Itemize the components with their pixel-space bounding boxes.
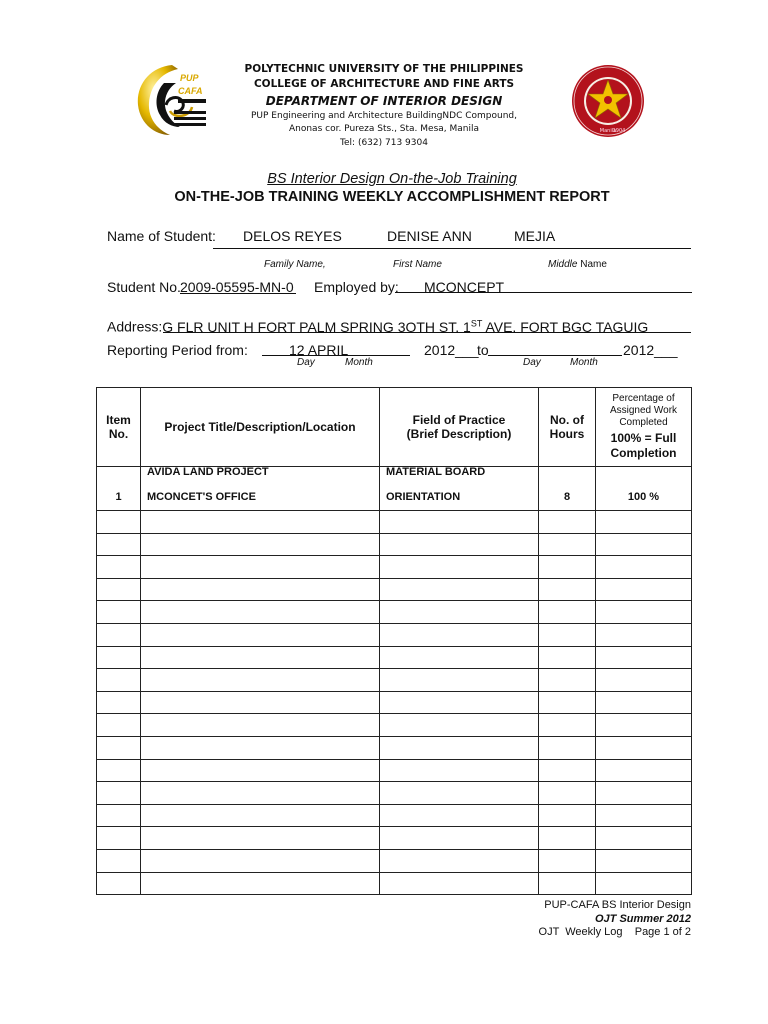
percentage-caption: Percentage of Assigned Work Completed <box>609 393 678 428</box>
table-cell <box>596 601 692 624</box>
table-cell <box>380 849 539 872</box>
employer-value: MCONCEPT <box>424 279 505 295</box>
table-cell <box>97 782 141 805</box>
employer-underline <box>395 292 692 293</box>
table-cell <box>539 759 596 782</box>
table-cell <box>539 827 596 850</box>
table-cell <box>97 511 141 534</box>
address-line-2: Anonas cor. Pureza Sts., Sta. Mesa, Manila <box>288 124 480 134</box>
table-cell <box>141 511 380 534</box>
table-cell <box>141 872 380 895</box>
table-cell <box>380 669 539 692</box>
table-cell <box>539 714 596 737</box>
name-label: Name of Student: <box>107 228 216 244</box>
table-cell <box>380 646 539 669</box>
table-cell <box>596 623 692 646</box>
table-cell <box>141 691 380 714</box>
table-cell <box>380 827 539 850</box>
table-cell <box>596 759 692 782</box>
table-row <box>97 669 692 692</box>
day-caption-1: Day <box>297 357 315 368</box>
table-cell <box>596 849 692 872</box>
table-cell <box>380 782 539 805</box>
field-cell: MATERIAL BOARD ORIENTATION <box>380 467 539 511</box>
department-name: DEPARTMENT OF INTERIOR DESIGN <box>265 94 503 108</box>
table-cell <box>596 669 692 692</box>
period-to-underline <box>488 355 622 356</box>
table-cell <box>380 804 539 827</box>
letterhead <box>0 62 768 151</box>
day-caption-2: Day <box>523 357 541 368</box>
table-cell <box>539 556 596 579</box>
percentage-cell: 100 % <box>596 467 692 511</box>
table-cell <box>380 623 539 646</box>
table-row <box>97 872 692 895</box>
svg-text:CAFA: CAFA <box>178 86 203 96</box>
form-title: ON-THE-JOB TRAINING WEEKLY ACCOMPLISHMENT REPORT <box>174 189 610 205</box>
address-value: G FLR UNIT H FORT PALM SPRING 3OTH ST. 1ST AVE. FORT BGC TAGUIG <box>162 318 649 335</box>
table-cell <box>141 849 380 872</box>
table-cell <box>596 646 692 669</box>
table-cell <box>97 714 141 737</box>
table-row <box>97 578 692 601</box>
table-cell <box>539 849 596 872</box>
table-row <box>97 736 692 759</box>
college-name: COLLEGE OF ARCHITECTURE AND FINE ARTS <box>253 78 515 90</box>
period-from-underline <box>262 355 410 356</box>
footer-page: OJT Weekly Log Page 1 of 2 <box>538 926 691 938</box>
month-caption-2: Month <box>570 357 598 368</box>
table-cell <box>539 646 596 669</box>
header-item-no: Item No. <box>97 388 141 467</box>
svg-text:1904: 1904 <box>612 128 626 134</box>
month-caption-1: Month <box>345 357 373 368</box>
table-cell <box>596 872 692 895</box>
student-no-label: Student No. <box>107 279 181 295</box>
page-footer <box>539 899 691 940</box>
table-cell <box>97 691 141 714</box>
table-cell <box>97 736 141 759</box>
table-cell <box>596 782 692 805</box>
table-cell <box>141 759 380 782</box>
address-line-1: PUP Engineering and Architecture BuildingNDC Compound, <box>251 111 517 121</box>
item-no-cell: 1 <box>97 467 141 511</box>
svg-text:PUP: PUP <box>180 73 199 83</box>
middle-name-value: MEJIA <box>514 228 556 244</box>
table-row <box>97 533 692 556</box>
employed-by-label: Employed by: <box>314 279 399 295</box>
table-row <box>97 601 692 624</box>
table-cell <box>380 578 539 601</box>
table-cell <box>97 623 141 646</box>
table-cell <box>380 736 539 759</box>
table-cell <box>596 533 692 556</box>
svg-text:Manila: Manila <box>599 128 617 134</box>
table-row <box>97 827 692 850</box>
period-year-2: 2012___ <box>623 342 678 358</box>
header-percentage <box>596 388 692 467</box>
address-underline <box>163 332 691 333</box>
hours-cell: 8 <box>539 467 596 511</box>
university-name: POLYTECHNIC UNIVERSITY OF THE PHILIPPINES <box>244 63 524 75</box>
table-row <box>97 691 692 714</box>
table-cell <box>97 601 141 624</box>
table-header-row <box>97 388 692 467</box>
table-cell <box>141 714 380 737</box>
table-row <box>97 804 692 827</box>
table-cell <box>97 849 141 872</box>
project-cell: AVIDA LAND PROJECT MCONCET'S OFFICE <box>141 467 380 511</box>
table-cell <box>539 669 596 692</box>
header-field: Field of Practice (Brief Description) <box>380 388 539 467</box>
table-cell <box>97 669 141 692</box>
footer-program: PUP-CAFA BS Interior Design <box>544 899 691 911</box>
table-row <box>97 556 692 579</box>
footer-term: OJT Summer 2012 <box>595 912 691 925</box>
student-no-underline <box>180 293 296 294</box>
table-cell <box>539 533 596 556</box>
student-no-value: 2009-05595-MN-0 <box>180 279 294 295</box>
table-row <box>97 623 692 646</box>
table-cell <box>97 872 141 895</box>
table-cell <box>141 782 380 805</box>
table-cell <box>596 714 692 737</box>
table-cell <box>97 827 141 850</box>
table-cell <box>539 691 596 714</box>
table-cell <box>97 556 141 579</box>
period-year-1: 2012___ <box>424 342 479 358</box>
table-cell <box>596 578 692 601</box>
table-cell <box>141 601 380 624</box>
table-cell <box>141 533 380 556</box>
form-subtitle: BS Interior Design On-the-Job Training <box>267 171 517 187</box>
telephone: Tel: (632) 713 9304 <box>340 138 428 148</box>
table-cell <box>380 511 539 534</box>
middle-name-caption: Middle Name <box>548 259 607 270</box>
header-project: Project Title/Description/Location <box>141 388 380 467</box>
table-cell <box>596 556 692 579</box>
period-from-value: 12 APRIL <box>289 342 349 358</box>
table-cell <box>539 578 596 601</box>
table-cell <box>380 714 539 737</box>
header-hours: No. of Hours <box>539 388 596 467</box>
table-cell <box>97 533 141 556</box>
table-cell <box>380 556 539 579</box>
table-cell <box>596 804 692 827</box>
table-cell <box>539 782 596 805</box>
table-cell <box>97 804 141 827</box>
table-row <box>97 467 692 511</box>
table-row <box>97 759 692 782</box>
family-name-caption: Family Name, <box>264 259 326 270</box>
table-cell <box>380 533 539 556</box>
table-cell <box>97 759 141 782</box>
table-row <box>97 849 692 872</box>
period-label: Reporting Period from: <box>107 342 248 358</box>
full-completion-caption: 100% = Full Completion <box>610 431 677 460</box>
table-cell <box>141 646 380 669</box>
table-cell <box>539 601 596 624</box>
table-cell <box>380 759 539 782</box>
table-cell <box>141 578 380 601</box>
table-cell <box>97 646 141 669</box>
table-cell <box>141 623 380 646</box>
table-cell <box>539 623 596 646</box>
table-cell <box>141 556 380 579</box>
table-cell <box>596 827 692 850</box>
first-name-caption: First Name <box>393 259 442 270</box>
table-cell <box>539 804 596 827</box>
table-cell <box>380 601 539 624</box>
table-cell <box>539 736 596 759</box>
accomplishment-table <box>96 387 692 895</box>
first-name-value: DENISE ANN <box>387 228 472 244</box>
period-to: to <box>477 342 489 358</box>
name-underline <box>213 248 691 249</box>
family-name-value: DELOS REYES <box>243 228 342 244</box>
table-cell <box>141 804 380 827</box>
table-cell <box>596 691 692 714</box>
table-cell <box>141 736 380 759</box>
table-cell <box>539 872 596 895</box>
table-cell <box>539 511 596 534</box>
table-cell <box>97 578 141 601</box>
table-cell <box>141 827 380 850</box>
table-row <box>97 646 692 669</box>
table-row <box>97 511 692 534</box>
table-row <box>97 782 692 805</box>
address-label: Address: <box>107 318 163 335</box>
table-cell <box>596 736 692 759</box>
table-cell <box>596 511 692 534</box>
table-row <box>97 714 692 737</box>
table-cell <box>380 872 539 895</box>
table-cell <box>141 669 380 692</box>
table-cell <box>380 691 539 714</box>
